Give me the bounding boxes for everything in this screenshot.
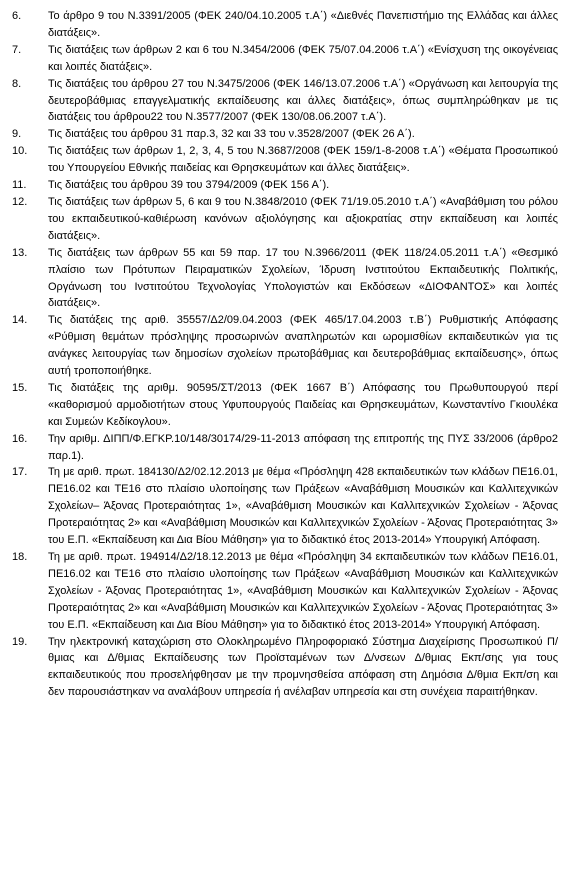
- list-item-text: Τις διατάξεις του άρθρου 39 του 3794/2009 (ΦΕΚ 156 Α΄).: [48, 179, 330, 192]
- list-item: [0, 126, 558, 143]
- list-item-text: Τη με αριθ. πρωτ. 194914/Δ2/18.12.2013 με θέμα «Πρόσληψη 34 εκπαιδευτικών των κλάδων ΠΕ16.01, ΠΕ16.02 και ΤΕ16 στο πλαίσιο υλοποίησης των Πράξεων «Αναβάθμιση Μουσικών και Καλλιτεχνικών Σχολείων - Άξονας Προτεραιότητας 1», «Αναβάθμιση Μουσικών και Καλλιτεχνικών Σχολείων - Άξονας Προτεραιότητας 2» και «Αναβάθμιση Μουσικών και Καλλιτεχνικών Σχολείων - Άξονας Προτεραιότητας 3» του Ε.Π. «Εκπαίδευση και Δια Βίου Μάθηση» για το διδακτικό έτος 2013-2014» Υπουργική Απόφαση.: [48, 551, 558, 631]
- list-item-number: 8.: [12, 77, 22, 90]
- list-item-number: 19.: [12, 635, 28, 648]
- list-item-number: 16.: [12, 432, 28, 445]
- list-item: [0, 177, 558, 194]
- list-item: [0, 42, 558, 76]
- list-item-number: 18.: [12, 551, 28, 563]
- list-item: [0, 8, 558, 42]
- list-item-text: Τις διατάξεις των άρθρων 2 και 6 του Ν.3454/2006 (ΦΕΚ 75/07.04.2006 τ.Α΄) «Ενίσχυση της οικογένειας και λοιπές διατάξεις».: [48, 43, 558, 73]
- list-item-text: Την αριθμ. ΔΙΠΠ/Φ.ΕΓΚΡ.10/148/30174/29-11-2013 απόφαση της επιτροπής της ΠΥΣ 33/2006 (άρθρο2 παρ.1).: [48, 432, 558, 462]
- list-item-number: 15.: [12, 381, 28, 394]
- list-item-text: Τη με αριθ. πρωτ. 184130/Δ2/02.12.2013 με θέμα «Πρόσληψη 428 εκπαιδευτικών των κλάδων ΠΕ16.01, ΠΕ16.02 και ΤΕ16 στο πλαίσιο υλοποίησης των Πράξεων «Αναβάθμιση Μουσικών και Καλλιτεχνικών Σχολείων– Άξονας Προτεραιότητας 1», «Αναβάθμιση Μουσικών και Καλλιτεχνικών Σχολείων - Άξονας Προτεραιότητας 2» και «Αναβάθμιση Μουσικών και Καλλιτεχνικών Σχολείων - Άξονας Προτεραιότητας 3» του Ε.Π. «Εκπαίδευση και Δια Βίου Μάθηση» για το διδακτικό έτος 2013-2014» Υπουργική Απόφαση.: [48, 466, 558, 547]
- list-item: [0, 549, 558, 634]
- list-item: [0, 143, 558, 177]
- list-item-text: Το άρθρο 9 του Ν.3391/2005 (ΦΕΚ 240/04.10.2005 τ.Α΄) «Διεθνές Πανεπιστήμιο της Ελλάδας και άλλες διατάξεις».: [48, 10, 558, 39]
- list-item-text: Τις διατάξεις του άρθρου 31 παρ.3, 32 και 33 του ν.3528/2007 (ΦΕΚ 26 Α΄).: [48, 128, 415, 141]
- list-item: [0, 312, 558, 380]
- list-item: [0, 464, 558, 549]
- list-item-number: 7.: [12, 43, 22, 56]
- list-item-text: Τις διατάξεις των άρθρων 5, 6 και 9 του Ν.3848/2010 (ΦΕΚ 71/19.05.2010 τ.Α΄) «Αναβάθμιση του ρόλου του εκπαιδευτικού-καθιέρωση κανόνων αξιολόγησης και αξιοκρατίας στην εκπαίδευση και λοιπές διατάξεις».: [48, 195, 558, 242]
- list-item-text: Την ηλεκτρονική καταχώριση στο Ολοκληρωμένο Πληροφοριακό Σύστημα Διαχείρισης Προσωπικού Π/θμιας και Δ/θμιας Εκπαίδευσης των Προϊσταμένων των Δ/νσεων Δ/θμιας Εκπ/σης για τους εκπαιδευτικούς που προσελήφθησαν με την προμνησθείσα απόφαση στη Δημόσια Δ/θμια Εκπ/ση και δεν παρουσιάστηκαν να αναλάβουν υπηρεσία ή ανέλαβαν υπηρεσία και στη συνέχεια παραιτήθηκαν.: [48, 635, 558, 699]
- list-item-text: Τις διατάξεις της αριθμ. 90595/ΣΤ/2013 (ΦΕΚ 1667 Β΄) Απόφασης του Πρωθυπουργού περί «καθορισμού αρμοδιοτήτων στους Υφυπουργούς Παιδείας και Θρησκευμάτων, Κωνσταντίνο Γκιουλέκα και Συμεών Κεδίκογλου».: [48, 381, 558, 428]
- list-item-number: 9.: [12, 128, 22, 141]
- list-item-number: 17.: [12, 466, 28, 479]
- list-item-number: 11.: [12, 179, 27, 192]
- list-item-number: 12.: [12, 195, 28, 208]
- list-item-text: Τις διατάξεις του άρθρου 27 του Ν.3475/2006 (ΦΕΚ 146/13.07.2006 τ.Α΄) «Οργάνωση και λειτουργία της δευτεροβάθμιας επαγγελματικής εκπαίδευσης και άλλες διατάξεις», όπως συμπληρώθηκαν με τις διατάξεις του άρθρου22 του Ν.3577/2007 (ΦΕΚ 130/08.06.2007 τ.Α΄).: [48, 77, 558, 124]
- list-item: [0, 634, 558, 702]
- list-item: [0, 76, 558, 127]
- list-item: [0, 380, 558, 431]
- list-item: [0, 431, 558, 465]
- list-item-number: 14.: [12, 314, 28, 327]
- list-item-number: 6.: [12, 10, 22, 22]
- list-item-text: Τις διατάξεις της αριθ. 35557/Δ2/09.04.2003 (ΦΕΚ 465/17.04.2003 τ.Β΄) Ρυθμιστικής Απόφασης «Ρύθμιση θεμάτων πρόσληψης προσωρινών αναπληρωτών και ωρομισθίων εκπαιδευτικών για τις ανάγκες λειτουργίας των δημοσίων σχολείων πρωτοβάθμιας και δευτεροβάθμιας εκπαίδευσης», όπως αυτή τροποποιήθηκε.: [48, 314, 558, 378]
- list-item: [0, 194, 558, 245]
- list-item: [0, 245, 558, 313]
- list-item-text: Τις διατάξεις των άρθρων 1, 2, 3, 4, 5 του Ν.3687/2008 (ΦΕΚ 159/1-8-2008 τ.Α΄) «Θέματα Προσωπικού του Υπουργείου Εθνικής παιδείας και Θρησκευμάτων και άλλες διατάξεις».: [48, 145, 558, 175]
- list-item-text: Τις διατάξεις των άρθρων 55 και 59 παρ. 17 του Ν.3966/2011 (ΦΕΚ 118/24.05.2011 τ.Α΄) «Θεσμικό πλαίσιο των Πρότυπων Πειραματικών Σχολείων, Ίδρυση Ινστιτούτου Εκπαιδευτικής Πολιτικής, Οργάνωση του Ινστιτούτου Τεχνολογίας Υπολογιστών και Εκδόσεων «ΔΙΟΦΑΝΤΟΣ» και λοιπές διατάξεις».: [48, 246, 558, 310]
- list-item-number: 10.: [12, 145, 28, 158]
- list-item-number: 13.: [12, 246, 28, 259]
